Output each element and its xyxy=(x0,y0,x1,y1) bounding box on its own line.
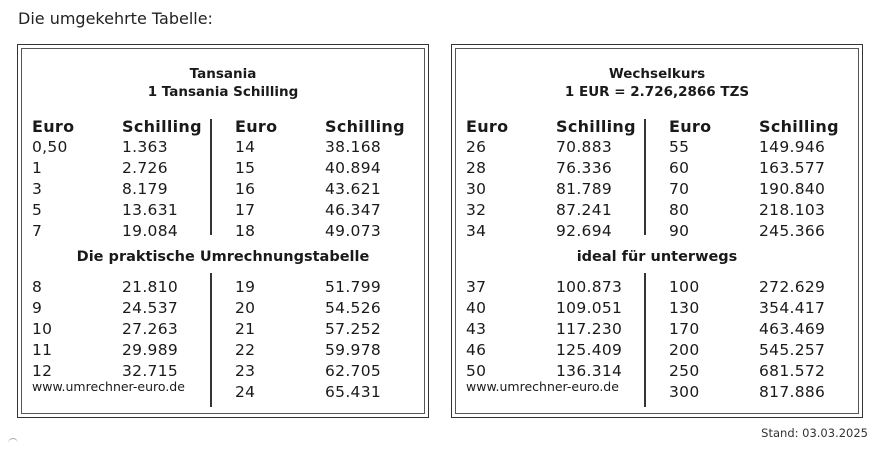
table-cell: 125.409 xyxy=(556,341,623,359)
table-row xyxy=(452,179,862,199)
table-cell: 92.694 xyxy=(556,222,613,240)
table-row xyxy=(452,319,862,339)
table-cell: 57.252 xyxy=(325,320,382,338)
column-divider xyxy=(210,119,212,235)
table-row xyxy=(18,277,428,297)
table-cell: 0,50 xyxy=(32,138,68,156)
table-cell: 9 xyxy=(32,299,43,317)
table-cell: 354.417 xyxy=(759,299,826,317)
column-divider xyxy=(644,273,646,407)
table-cell: 40.894 xyxy=(325,159,382,177)
table-cell: 11 xyxy=(32,341,53,359)
table-cell: 81.789 xyxy=(556,180,613,198)
table-cell: Euro xyxy=(466,117,509,136)
table-cell: 1.363 xyxy=(122,138,168,156)
table-row xyxy=(452,340,862,360)
table-cell: 22 xyxy=(235,341,256,359)
table-cell: 76.336 xyxy=(556,159,613,177)
table-cell: 70 xyxy=(669,180,690,198)
table-cell: Schilling xyxy=(122,117,202,136)
table-cell: 681.572 xyxy=(759,362,826,380)
table-cell: 463.469 xyxy=(759,320,826,338)
table-row xyxy=(18,179,428,199)
table-cell: 1 xyxy=(32,159,43,177)
table-cell: 272.629 xyxy=(759,278,826,296)
table-cell: 55 xyxy=(669,138,690,156)
table-cell: 545.257 xyxy=(759,341,826,359)
table-cell: 90 xyxy=(669,222,690,240)
table-cell: 149.946 xyxy=(759,138,826,156)
table-row xyxy=(18,340,428,360)
table-cell: 50 xyxy=(466,362,487,380)
table-cell: 19 xyxy=(235,278,256,296)
table-cell: 51.799 xyxy=(325,278,382,296)
column-divider xyxy=(210,273,212,407)
table-cell: 250 xyxy=(669,362,700,380)
table-cell: 49.073 xyxy=(325,222,382,240)
table-cell: 170 xyxy=(669,320,700,338)
table-cell: 24.537 xyxy=(122,299,179,317)
table-cell: 14 xyxy=(235,138,256,156)
left-table-subtitle: 1 Tansania Schilling xyxy=(147,84,299,100)
table-cell: 29.989 xyxy=(122,341,179,359)
table-cell: 62.705 xyxy=(325,362,382,380)
table-cell: 27.263 xyxy=(122,320,179,338)
table-row xyxy=(452,277,862,297)
table-row xyxy=(18,158,428,178)
table-cell: 136.314 xyxy=(556,362,623,380)
table-cell: 21.810 xyxy=(122,278,179,296)
table-cell: 32 xyxy=(466,201,487,219)
table-cell: 300 xyxy=(669,383,700,401)
table-cell: 190.840 xyxy=(759,180,826,198)
table-row xyxy=(18,200,428,220)
table-row xyxy=(452,361,862,381)
table-row xyxy=(18,298,428,318)
table-cell: 13.631 xyxy=(122,201,179,219)
table-cell: 17 xyxy=(235,201,256,219)
table-cell: 18 xyxy=(235,222,256,240)
right-conversion-table xyxy=(451,44,863,418)
table-cell: 3 xyxy=(32,180,43,198)
left-conversion-table xyxy=(17,44,429,418)
table-row xyxy=(452,158,862,178)
table-cell: 70.883 xyxy=(556,138,613,156)
right-table-url: www.umrechner-euro.de xyxy=(466,379,619,394)
table-cell: 28 xyxy=(466,159,487,177)
table-cell: 130 xyxy=(669,299,700,317)
table-row xyxy=(18,221,428,241)
table-cell: 38.168 xyxy=(325,138,382,156)
table-cell: Euro xyxy=(669,117,712,136)
table-cell: 80 xyxy=(669,201,690,219)
table-cell: 245.366 xyxy=(759,222,826,240)
stand-date: Stand: 03.03.2025 xyxy=(761,426,868,440)
table-row xyxy=(452,137,862,157)
table-cell: 100 xyxy=(669,278,700,296)
table-cell: 30 xyxy=(466,180,487,198)
table-cell: Schilling xyxy=(556,117,636,136)
table-cell: 817.886 xyxy=(759,383,826,401)
table-cell: 109.051 xyxy=(556,299,623,317)
table-row xyxy=(452,200,862,220)
table-cell: 37 xyxy=(466,278,487,296)
table-header-row xyxy=(452,117,862,137)
table-row xyxy=(452,221,862,241)
table-cell: 32.715 xyxy=(122,362,179,380)
table-cell: Schilling xyxy=(759,117,839,136)
right-table-title: Wechselkurs xyxy=(608,66,706,82)
table-cell: 7 xyxy=(32,222,43,240)
table-cell: 10 xyxy=(32,320,53,338)
table-cell: 65.431 xyxy=(325,383,382,401)
table-cell: 8 xyxy=(32,278,43,296)
table-cell: Schilling xyxy=(325,117,405,136)
table-cell: 16 xyxy=(235,180,256,198)
table-cell: 15 xyxy=(235,159,256,177)
table-cell: 59.978 xyxy=(325,341,382,359)
table-cell: Euro xyxy=(32,117,75,136)
table-cell: 117.230 xyxy=(556,320,623,338)
left-table-title: Tansania xyxy=(189,66,257,82)
table-cell: 100.873 xyxy=(556,278,623,296)
table-row xyxy=(452,298,862,318)
table-cell: 43 xyxy=(466,320,487,338)
table-cell: 43.621 xyxy=(325,180,382,198)
table-cell: 46 xyxy=(466,341,487,359)
table-row xyxy=(18,319,428,339)
page-heading: Die umgekehrte Tabelle: xyxy=(18,9,213,28)
table-cell: 60 xyxy=(669,159,690,177)
right-table-middle-heading: ideal für unterwegs xyxy=(576,249,738,265)
table-row xyxy=(18,137,428,157)
table-cell: 12 xyxy=(32,362,53,380)
right-table-subtitle: 1 EUR = 2.726,2866 TZS xyxy=(564,84,750,100)
column-divider xyxy=(644,119,646,235)
table-header-row xyxy=(18,117,428,137)
table-row xyxy=(18,361,428,381)
table-cell: 19.084 xyxy=(122,222,179,240)
table-cell: 23 xyxy=(235,362,256,380)
table-cell: 26 xyxy=(466,138,487,156)
left-table-middle-heading: Die praktische Umrechnungstabelle xyxy=(76,249,370,265)
table-cell: 24 xyxy=(235,383,256,401)
table-cell: 46.347 xyxy=(325,201,382,219)
left-table-url: www.umrechner-euro.de xyxy=(32,379,185,394)
table-cell: 40 xyxy=(466,299,487,317)
table-cell: 8.179 xyxy=(122,180,168,198)
table-cell: 87.241 xyxy=(556,201,613,219)
table-cell: 2.726 xyxy=(122,159,168,177)
table-cell: 218.103 xyxy=(759,201,826,219)
table-cell: 20 xyxy=(235,299,256,317)
table-cell: 54.526 xyxy=(325,299,382,317)
table-cell: 200 xyxy=(669,341,700,359)
table-cell: Euro xyxy=(235,117,278,136)
page-corner-mark xyxy=(8,438,18,449)
table-cell: 163.577 xyxy=(759,159,826,177)
table-cell: 21 xyxy=(235,320,256,338)
table-cell: 34 xyxy=(466,222,487,240)
table-cell: 5 xyxy=(32,201,43,219)
